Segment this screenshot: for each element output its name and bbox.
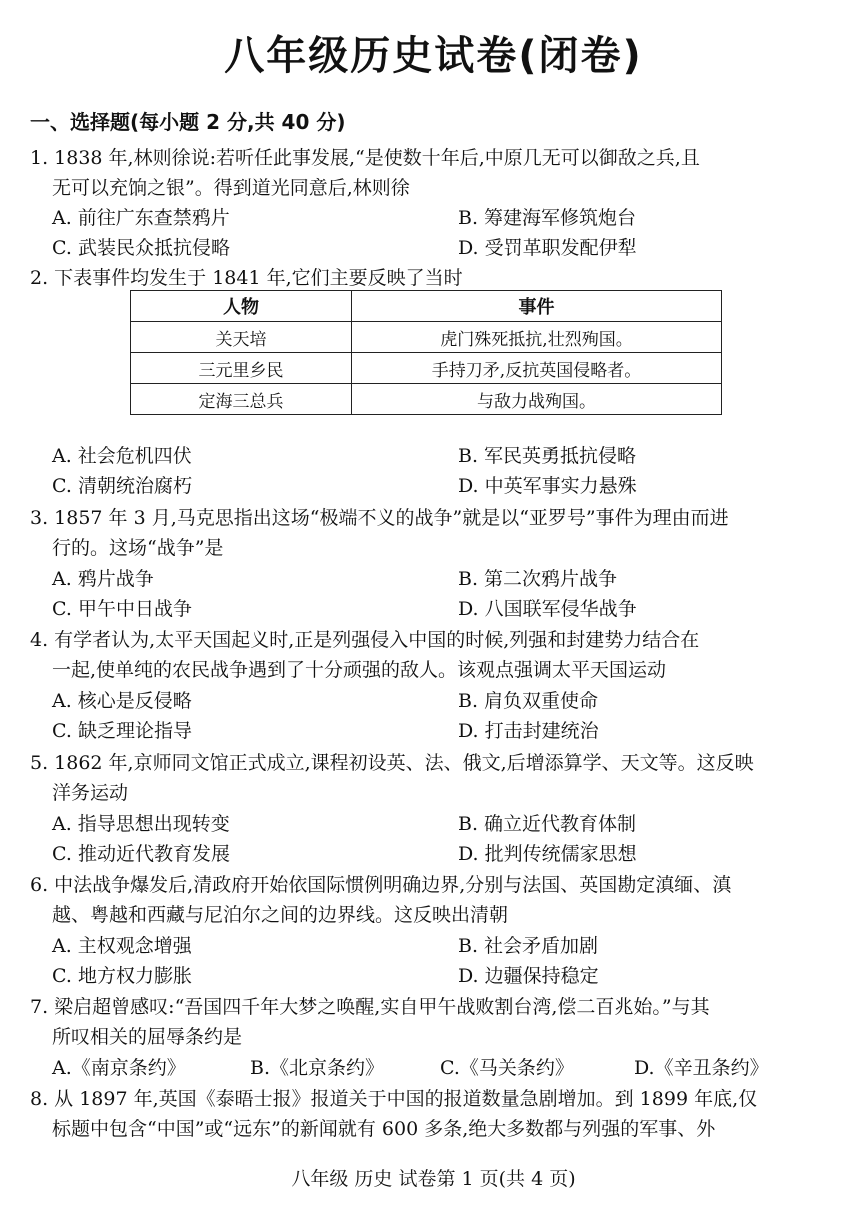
table-header-person: 人物: [131, 291, 352, 322]
question-1-option-c: C. 武装民众抵抗侵略: [52, 237, 230, 259]
question-8-line-2: 标题中包含“中国”或“远东”的新闻就有 600 多条,绝大多数都与列强的军事、外: [52, 1118, 716, 1140]
table-cell-event: 手持刀矛,反抗英国侵略者。: [352, 353, 722, 384]
question-3-option-c: C. 甲午中日战争: [52, 598, 192, 620]
question-3-option-a: A. 鸦片战争: [52, 568, 154, 590]
question-6-line-1: 6. 中法战争爆发后,清政府开始依国际惯例明确边界,分别与法国、英国勘定滇缅、滇: [30, 874, 732, 896]
table-cell-person: 三元里乡民: [131, 353, 352, 384]
section-heading: 一、选择题(每小题 2 分,共 40 分): [30, 110, 346, 134]
table-cell-event: 与敌力战殉国。: [352, 384, 722, 415]
question-4-option-c: C. 缺乏理论指导: [52, 720, 192, 742]
question-1-option-a: A. 前往广东查禁鸦片: [52, 207, 230, 229]
question-5-line-1: 5. 1862 年,京师同文馆正式成立,课程初设英、法、俄文,后增添算学、天文等。这反映: [30, 752, 754, 774]
question-1-option-b: B. 筹建海军修筑炮台: [458, 207, 637, 229]
page-title: 八年级历史试卷(闭卷): [224, 33, 643, 79]
question-4-option-b: B. 肩负双重使命: [458, 690, 599, 712]
table-cell-event: 虎门殊死抵抗,壮烈殉国。: [352, 322, 722, 353]
question-5-option-a: A. 指导思想出现转变: [52, 813, 230, 835]
table-cell-person: 定海三总兵: [131, 384, 352, 415]
question-4-option-d: D. 打击封建统治: [458, 720, 599, 742]
table-row: [131, 353, 722, 384]
question-3-option-d: D. 八国联军侵华战争: [458, 598, 637, 620]
question-5-option-d: D. 批判传统儒家思想: [458, 843, 637, 865]
table-row: [131, 384, 722, 415]
question-1-line-2: 无可以充饷之银”。得到道光同意后,林则徐: [52, 177, 410, 199]
question-3-line-1: 3. 1857 年 3 月,马克思指出这场“极端不义的战争”就是以“亚罗号”事件为理由而进: [30, 507, 729, 529]
page-footer: 八年级 历史 试卷第 1 页(共 4 页): [291, 1168, 576, 1190]
question-2-line-1: 2. 下表事件均发生于 1841 年,它们主要反映了当时: [30, 267, 463, 289]
question-3-line-2: 行的。这场“战争”是: [52, 537, 224, 559]
question-2-option-a: A. 社会危机四伏: [52, 445, 192, 467]
table-header-event: 事件: [352, 291, 722, 322]
question-3-option-b: B. 第二次鸦片战争: [458, 568, 618, 590]
events-table: [130, 290, 722, 415]
question-2-option-b: B. 军民英勇抵抗侵略: [458, 445, 637, 467]
question-6-option-b: B. 社会矛盾加剧: [458, 935, 599, 957]
question-5-option-b: B. 确立近代教育体制: [458, 813, 637, 835]
question-7-line-2: 所叹相关的屈辱条约是: [52, 1026, 243, 1048]
question-7-option-d: D.《辛丑条约》: [634, 1057, 769, 1079]
question-1-line-1: 1. 1838 年,林则徐说:若听任此事发展,“是使数十年后,中原几无可以御敌之兵,且: [30, 147, 700, 169]
table-row: [131, 322, 722, 353]
question-4-line-2: 一起,使单纯的农民战争遇到了十分顽强的敌人。该观点强调太平天国运动: [52, 659, 667, 681]
question-5-option-c: C. 推动近代教育发展: [52, 843, 230, 865]
question-6-option-c: C. 地方权力膨胀: [52, 965, 192, 987]
question-7-line-1: 7. 梁启超曾感叹:“吾国四千年大梦之唤醒,实自甲午战败割台湾,偿二百兆始。”与其: [30, 996, 710, 1018]
question-4-option-a: A. 核心是反侵略: [52, 690, 192, 712]
question-6-option-d: D. 边疆保持稳定: [458, 965, 599, 987]
question-2-option-d: D. 中英军事实力悬殊: [458, 475, 637, 497]
table-cell-person: 关天培: [131, 322, 352, 353]
question-8-line-1: 8. 从 1897 年,英国《泰晤士报》报道关于中国的报道数量急剧增加。到 1899 年底,仅: [30, 1088, 758, 1110]
question-1-option-d: D. 受罚革职发配伊犁: [458, 237, 637, 259]
question-5-line-2: 洋务运动: [52, 782, 129, 804]
question-6-option-a: A. 主权观念增强: [52, 935, 192, 957]
table-header-row: [131, 291, 722, 322]
question-6-line-2: 越、粤越和西藏与尼泊尔之间的边界线。这反映出清朝: [52, 904, 509, 926]
question-7-option-a: A.《南京条约》: [52, 1057, 186, 1079]
question-7-option-c: C.《马关条约》: [440, 1057, 574, 1079]
question-4-line-1: 4. 有学者认为,太平天国起义时,正是列强侵入中国的时候,列强和封建势力结合在: [30, 629, 700, 651]
question-7-option-b: B.《北京条约》: [250, 1057, 385, 1079]
question-2-option-c: C. 清朝统治腐朽: [52, 475, 192, 497]
